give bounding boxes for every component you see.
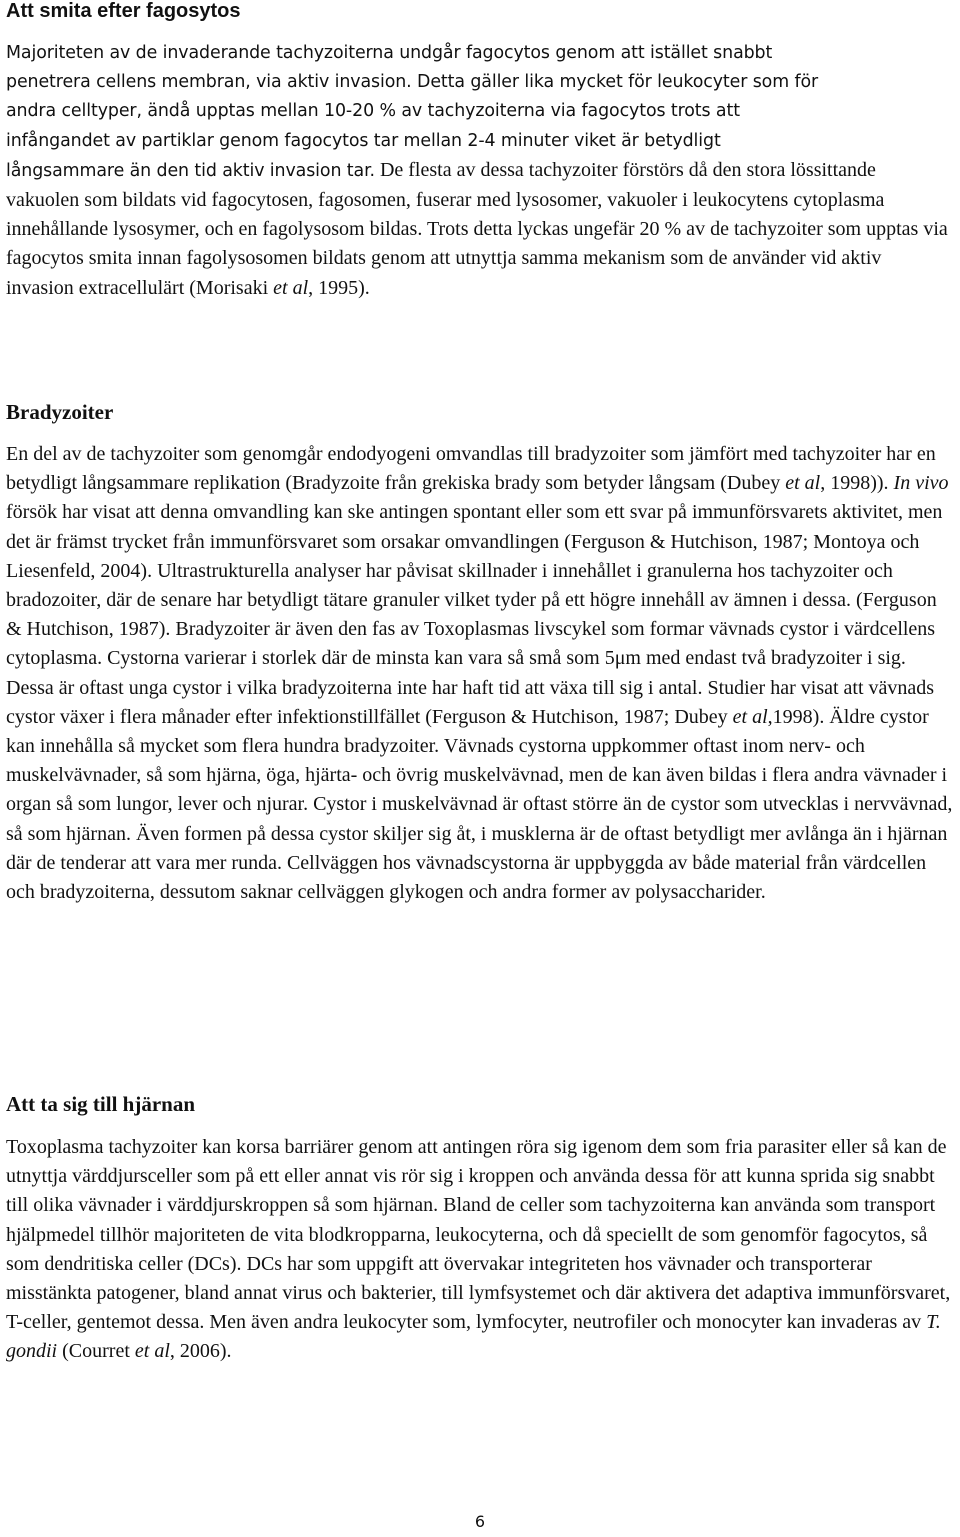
section-heading-hjarnan: Att ta sig till hjärnan — [6, 1092, 195, 1116]
text-line: infångandet av partiklar genom fagocytos tar mellan 2-4 minuter viket är betydligt — [6, 130, 721, 151]
text-line: penetrera cellens membran, via aktiv invasion. Detta gäller lika mycket för leukocyter som för — [6, 72, 819, 93]
text-run: En del av de tachyzoiter som genomgår endodyogeni omvandlas till bradyzoiter som jämfört med tachyzoiter har en betydligt långsammare replikation (Bradyzoite från grekiska brady som betyder långsam (Dubey — [6, 443, 936, 495]
text-run: De flesta av dessa tachyzoiter förstörs då den stora lössittande vakuolen som bildats vid fagocytosen, fagosomen, fuserar med lysosomer, vakuoler i leukocytens cytoplasma innehållande lysosymer, och en fagolysosom bildas. Trots detta lyckas ungefär 20 % av de tachyzoiter som upptas via fagocytos smita innan fagolysosomen bildats genom att utnyttja samma mekanism som de använder vid aktiv invasion extracellulärt (Morisaki — [6, 158, 948, 299]
text-line: Majoriteten av de invaderande tachyzoiterna undgår fagocytos genom att istället snabbt — [6, 43, 773, 63]
page-number: 6 — [474, 1512, 486, 1531]
text-run: ,1998). Äldre cystor kan innehålla så mycket som flera hundra bradyzoiter. Vävnads cystorna uppkommer oftast inom nerv- och muskelvävnader, så som hjärna, öga, hjärta- och övrig muskelvävnad, men de kan även bildas i flera andra vävnader i organ så som lungor, lever och njurar. Cystor i muskelvävnad är oftast större än de cystor som utvecklas i nervvävnad, så som hjärnan. Även formen på dessa cystor skiljer sig åt, i musklerna är de oftast betydligt mer avlånga än i hjärnan där de tenderar att vara mer runda. Cellväggen hos vävnadscystorna är uppbyggda av både material från värdcellen och bradyzoiterna, dessutom saknar cellväggen glykogen och andra former av polysaccharider. — [6, 705, 953, 904]
italic-run: et al — [273, 276, 309, 299]
paragraph-fagosytos — [6, 39, 954, 303]
text-run: , 2006). — [169, 1340, 232, 1363]
text-line: andra celltyper, ändå upptas mellan 10-20 % av tachyzoiterna via fagocytos trots att — [6, 101, 740, 122]
text-run: , 1998)). — [820, 472, 894, 495]
paragraph-hjarnan — [6, 1133, 954, 1367]
text-run: (Courret — [57, 1340, 135, 1363]
section-heading-bradyzoiter: Bradyzoiter — [6, 400, 114, 424]
italic-run: In vivo — [893, 472, 949, 495]
text-run: försök har visat att denna omvandling kan ske antingen spontant eller som ett svar på immunförsvarets aktivitet, men det är främst trycket från immunförsvaret som orsakar omvandlingen (Ferguson & Hutchison, 1987; Montoya och Liesenfeld, 2004). Ultrastrukturella analyser har påvisat skillnader i innehållet i granulerna hos tachyzoiter och bradozoiter, där de senare har betydligt tätare granuler vilket tyder på ett högre innehåll av ämnen i dessa. (Ferguson & Hutchison, 1987). Bradyzoiter är även den fas av Toxoplasmas livscykel som formar vävnads cystor i värdcellens cytoplasma. Cystorna varierar i storlek där de minsta kan vara så små som 5μm med endast två bradyzoiter i sig. Dessa är oftast unga cystor i vilka bradyzoiterna inte har haft tid att växa till sig i antal. Studier har visat att vävnads cystor växer i flera månader efter infektionstillfället (Ferguson & Hutchison, 1987; Dubey — [6, 501, 943, 728]
text-run: , 1995). — [308, 276, 370, 299]
text-run: Toxoplasma tachyzoiter kan korsa barriärer genom att antingen röra sig igenom dem som fria parasiter eller så kan de utnyttja värddjursceller som på ett eller annat vis rör sig i kroppen och använda dessa för att kunna sprida sig snabbt till olika vävnader i värddjurskroppen så som hjärnan. Bland de celler som tachyzoiterna kan använda som transport hjälpmedel tillhör majoriteten de vita blodkropparna, leukocyterna, och då speciellt de som genomför fagocytos, så som dendritiska celler (DCs). DCs har som uppgift att övervakar integriteten hos vävnader och transporterar misstänkta patogener, bland annat virus och bakterier, till lymfsystemet och där aktivera det adaptiva immunförsvaret, T-celler, gentemot dessa. Men även andra leukocyter som, lymfocyter, neutrofiler och monocyter kan invaderas av — [6, 1136, 951, 1334]
section-heading-fagosytos: Att smita efter fagosytos — [6, 0, 241, 22]
italic-run: et al — [732, 705, 768, 728]
text-run: långsammare än den tid aktiv invasion tar. — [6, 160, 375, 181]
italic-run: et al — [134, 1340, 170, 1363]
text-block — [6, 156, 954, 303]
paragraph-bradyzoiter — [6, 440, 954, 907]
italic-run: et al — [785, 472, 821, 495]
italic-run: T. gondii — [6, 1311, 941, 1363]
